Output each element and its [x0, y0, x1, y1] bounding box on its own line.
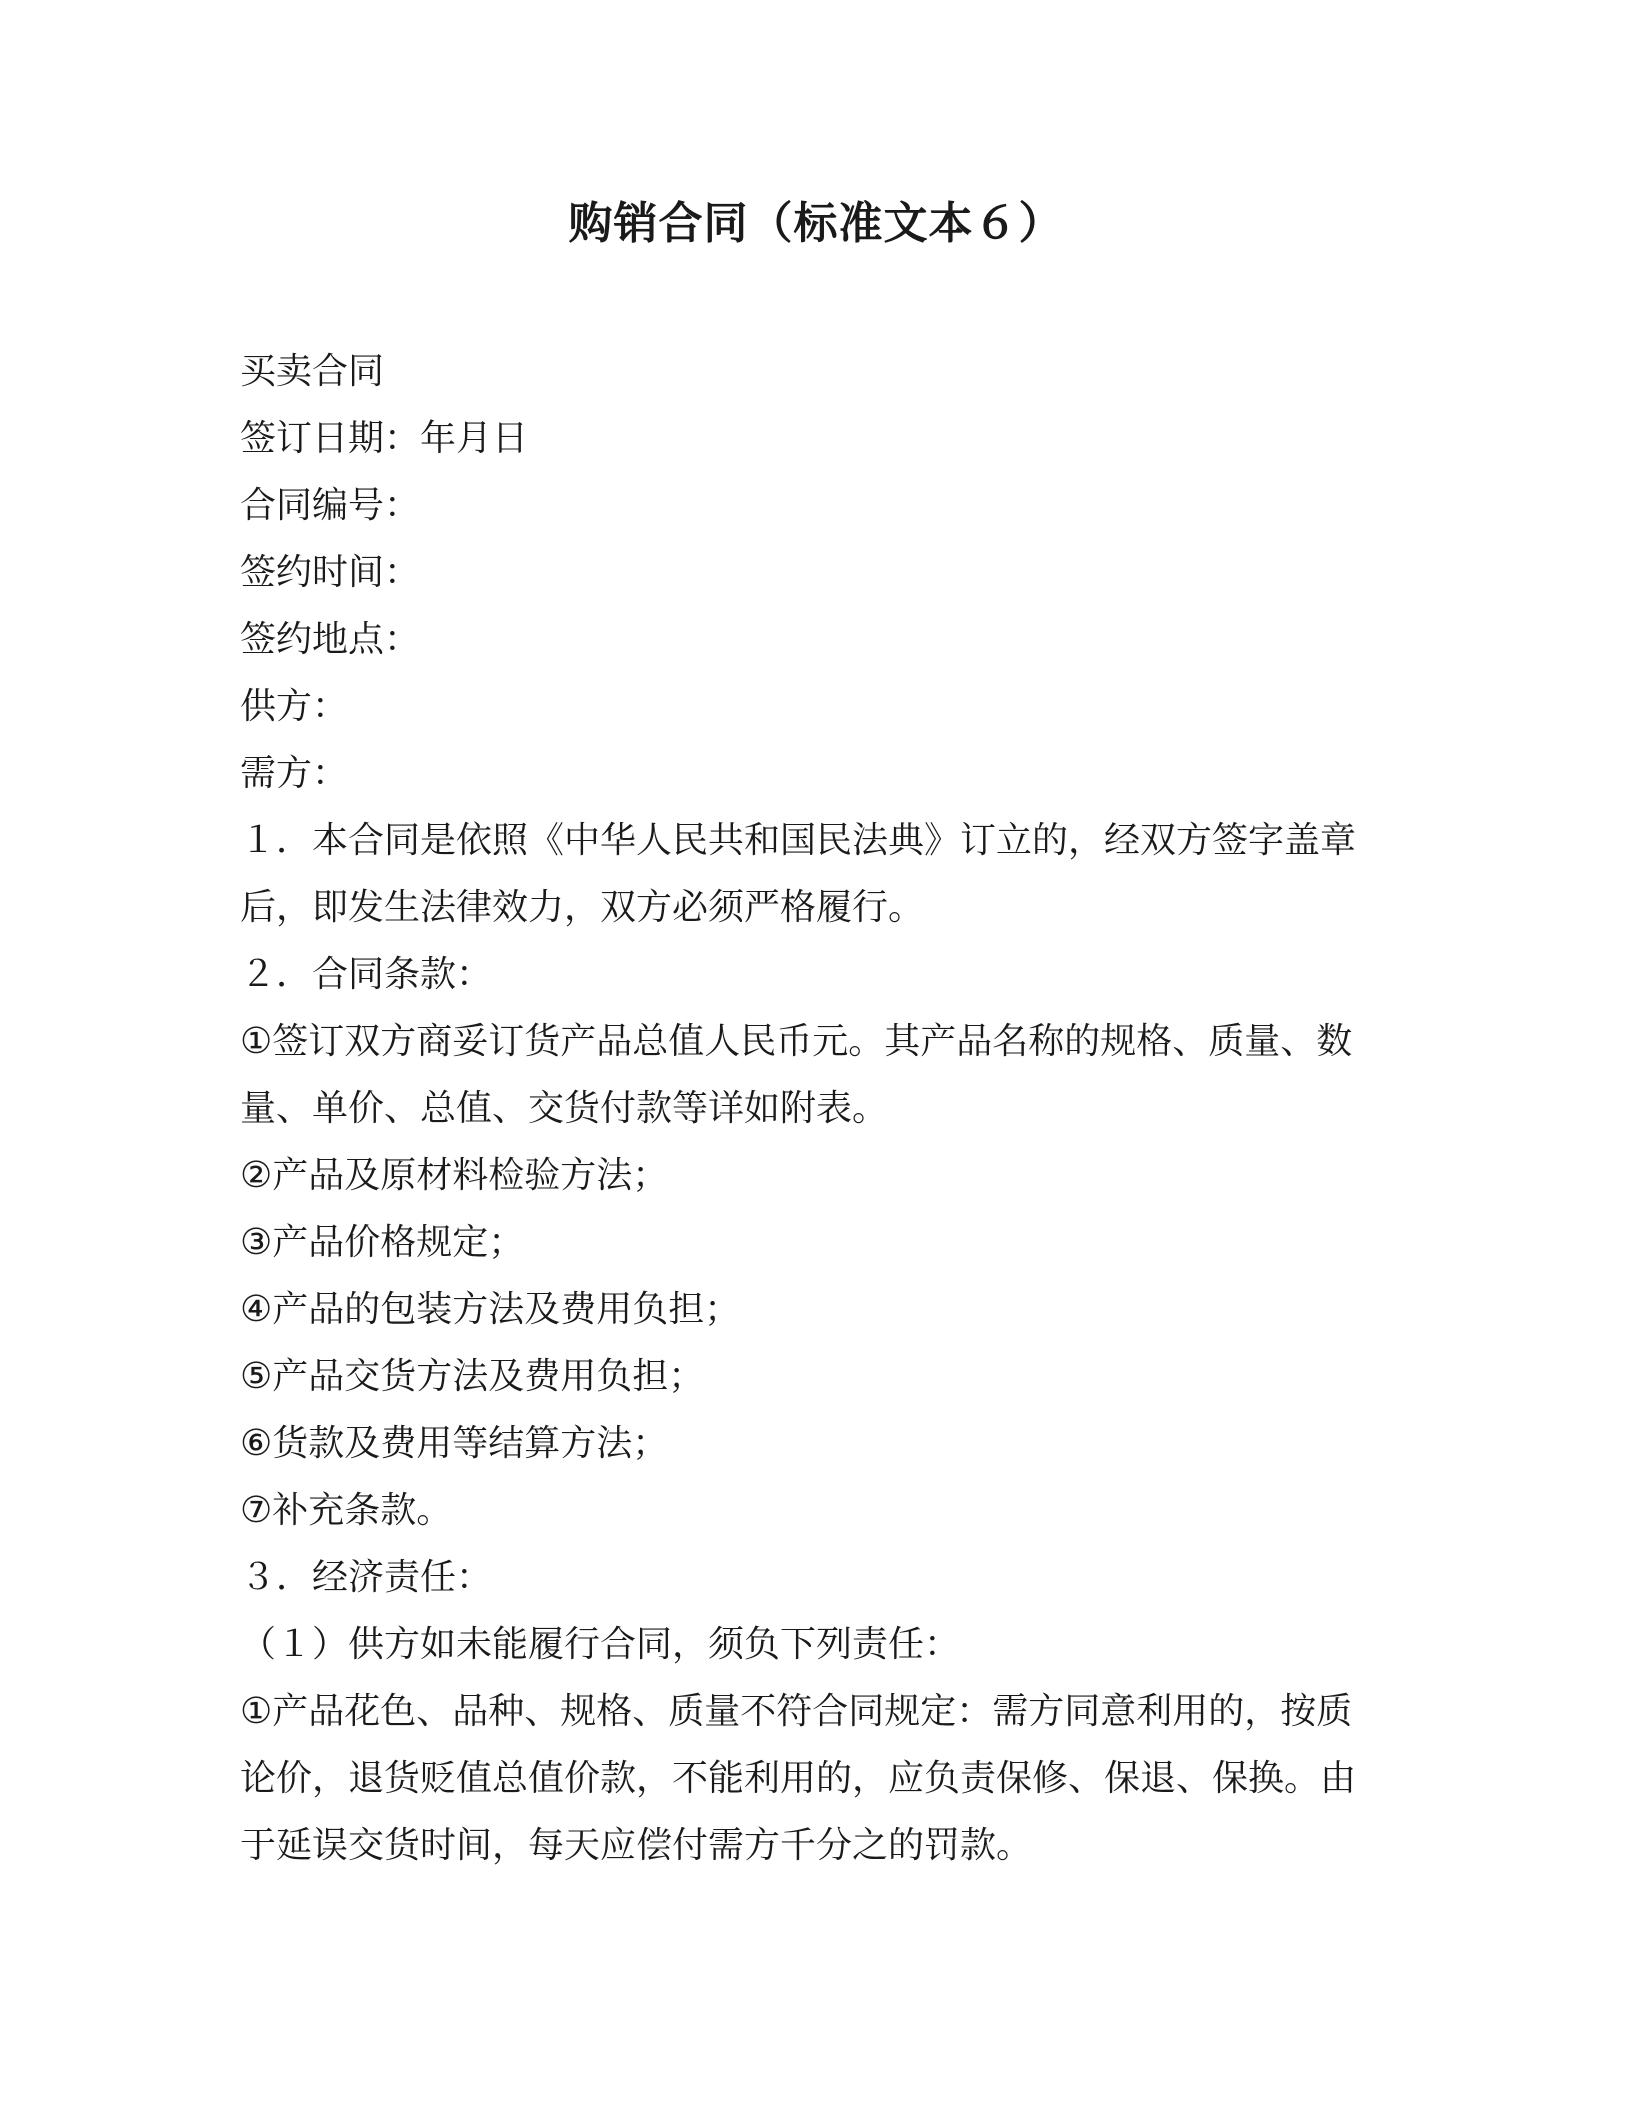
- document-title: 购销合同（标准文本６）: [568, 198, 1064, 249]
- signing-date-line: 签订日期：年月日: [240, 418, 529, 459]
- clause-2-item-5: ⑤产品交货方法及费用负担；: [240, 1356, 705, 1397]
- clause-3-sub-1-item-1-line-3: 于延误交货时间，每天应偿付需方千分之的罚款。: [240, 1825, 1033, 1866]
- buyer-line: 需方：: [240, 753, 349, 794]
- contract-type-line: 买卖合同: [240, 351, 385, 392]
- clause-2-heading: ２．合同条款：: [240, 954, 493, 995]
- clause-3-heading: ３．经济责任：: [240, 1557, 493, 1598]
- clause-2-item-1-line-2: 量、单价、总值、交货付款等详如附表。: [240, 1088, 889, 1129]
- clause-2-item-1-line-1: ①签订双方商妥订货产品总值人民币元。其产品名称的规格、质量、数: [240, 1021, 1353, 1062]
- signing-place-line: 签约地点：: [240, 619, 421, 660]
- clause-2-item-7: ⑦补充条款。: [240, 1490, 453, 1531]
- clause-1-line-2: 后，即发生法律效力，双方必须严格履行。: [240, 887, 925, 928]
- clause-3-sub-1-heading: （１）供方如未能履行合同，须负下列责任：: [240, 1624, 961, 1665]
- clause-1-line-1: １．本合同是依照《中华人民共和国民法典》订立的，经双方签字盖章: [240, 820, 1357, 861]
- clause-2-item-6: ⑥货款及费用等结算方法；: [240, 1423, 669, 1464]
- clause-3-sub-1-item-1-line-2: 论价，退货贬值总值价款，不能利用的，应负责保修、保退、保换。由: [240, 1758, 1357, 1799]
- signing-time-line: 签约时间：: [240, 552, 421, 593]
- clause-3-sub-1-item-1-line-1: ①产品花色、品种、规格、质量不符合同规定：需方同意利用的，按质: [240, 1691, 1353, 1732]
- supplier-line: 供方：: [240, 686, 349, 727]
- clause-2-item-2: ②产品及原材料检验方法；: [240, 1155, 669, 1196]
- contract-number-line: 合同编号：: [240, 485, 421, 526]
- clause-2-item-3: ③产品价格规定；: [240, 1222, 525, 1263]
- document-body: [240, 338, 1390, 1879]
- clause-2-item-4: ④产品的包装方法及费用负担；: [240, 1289, 741, 1330]
